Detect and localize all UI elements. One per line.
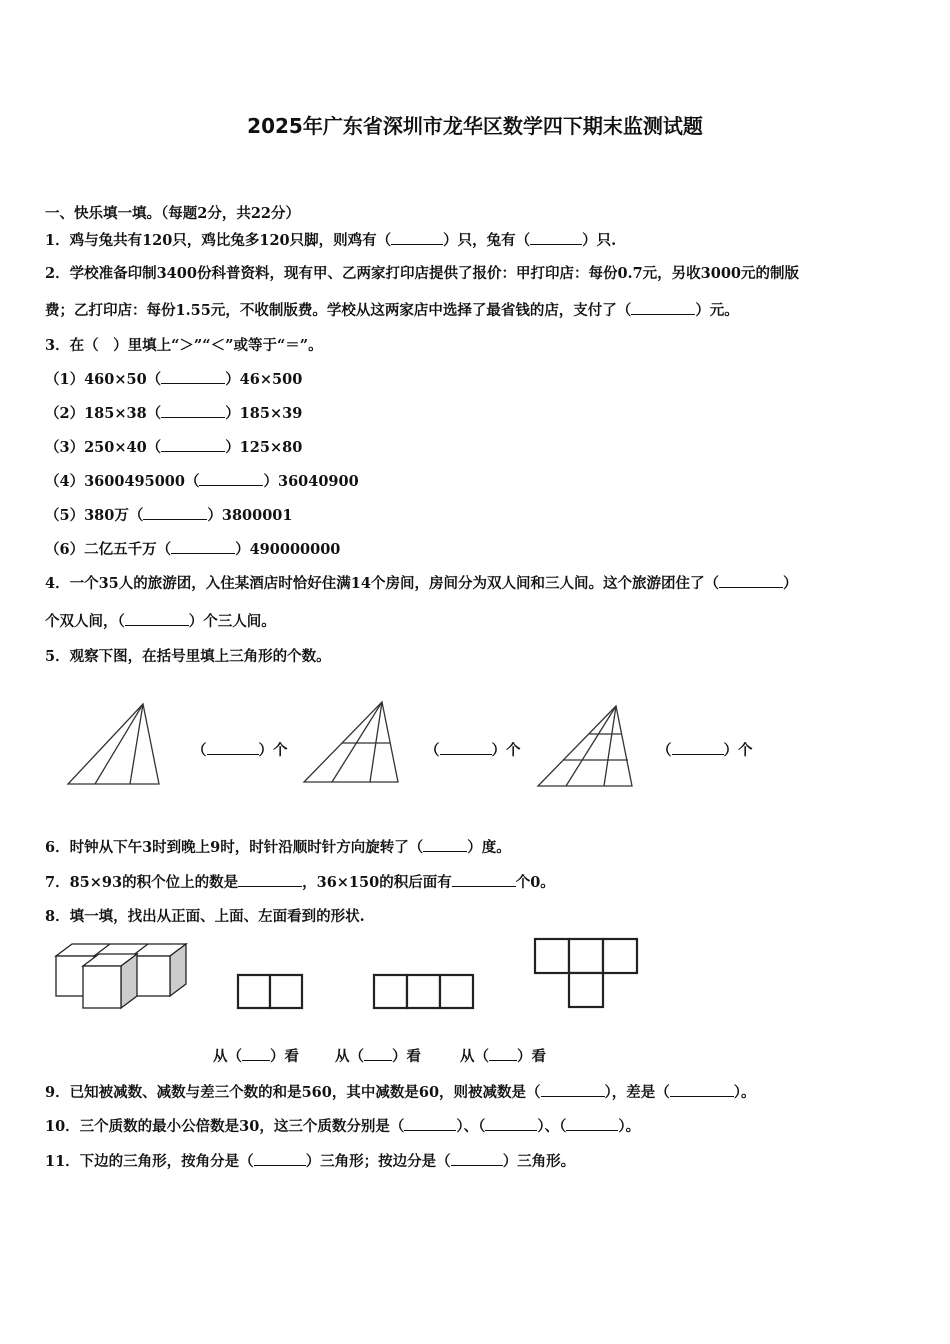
answer-blank[interactable] (489, 1048, 517, 1061)
triangle-count-1: （ ）个 (192, 742, 288, 759)
view-shape-a (236, 972, 306, 1012)
view-label-1: 从（ ）看 (213, 1048, 299, 1065)
answer-blank[interactable] (161, 439, 225, 452)
view-shape-b (372, 972, 476, 1012)
question-7: 7．85×93的积个位上的数是 ，36×150的积后面有 个0。 (45, 874, 555, 891)
answer-blank[interactable] (451, 1153, 503, 1166)
answer-blank[interactable] (161, 371, 225, 384)
question-8-stem: 8．填一填，找出从正面、上面、左面看到的形状. (45, 908, 365, 925)
view-shape-c (533, 936, 643, 1012)
answer-blank[interactable] (199, 473, 263, 486)
view-label-3: 从（ ）看 (460, 1048, 546, 1065)
answer-blank[interactable] (485, 1118, 537, 1131)
question-2-line-2: 费；乙打印店：每份1.55元，不收制版费。学校从这两家店中选择了最省钱的店，支付了（ ）元。 (45, 302, 739, 319)
answer-blank[interactable] (440, 742, 492, 755)
question-5-stem: 5．观察下图，在括号里填上三角形的个数。 (45, 648, 331, 665)
question-4-line-2: 个双人间，（ ）个三人间。 (45, 613, 276, 630)
question-9: 9．已知被减数、减数与差三个数的和是560，其中减数是60，则被减数是（ ），差是（ ）。 (45, 1084, 756, 1101)
triangle-figure-3 (532, 700, 642, 792)
answer-blank[interactable] (672, 742, 724, 755)
question-3-item: （5）380万（ ）3800001 (45, 507, 293, 524)
triangle-figure-1 (60, 698, 170, 790)
answer-blank[interactable] (125, 613, 189, 626)
question-10: 10．三个质数的最小公倍数是30，这三个质数分别是（ ）、（ ）、（ ）。 (45, 1118, 641, 1135)
view-label-2: 从（ ）看 (335, 1048, 421, 1065)
answer-blank[interactable] (364, 1048, 392, 1061)
question-3-item: （4）3600495000（ ）36040900 (45, 473, 359, 490)
answer-blank[interactable] (242, 1048, 270, 1061)
answer-blank[interactable] (423, 839, 467, 852)
answer-blank[interactable] (391, 232, 443, 245)
answer-blank[interactable] (254, 1153, 306, 1166)
answer-blank[interactable] (670, 1084, 734, 1097)
question-3-item: （6）二亿五千万（ ）490000000 (45, 541, 341, 558)
page-title: 2025年广东省深圳市龙华区数学四下期末监测试题 (247, 114, 703, 138)
answer-blank[interactable] (566, 1118, 618, 1131)
cube-arrangement-figure (52, 940, 192, 1012)
answer-blank[interactable] (541, 1084, 605, 1097)
question-11: 11．下边的三角形，按角分是（ ）三角形；按边分是（ ）三角形。 (45, 1153, 576, 1170)
question-3-stem: 3．在（ ）里填上“＞”“＜”或等于“＝”。 (45, 337, 323, 354)
answer-blank[interactable] (631, 302, 695, 315)
answer-blank[interactable] (143, 507, 207, 520)
answer-blank[interactable] (719, 575, 783, 588)
answer-blank[interactable] (161, 405, 225, 418)
triangle-figure-2 (298, 696, 408, 788)
question-6: 6．时钟从下午3时到晚上9时，时针沿顺时针方向旋转了（ ）度。 (45, 839, 511, 856)
answer-blank[interactable] (452, 874, 516, 887)
answer-blank[interactable] (238, 874, 302, 887)
question-3-item: （1）460×50（ ）46×500 (45, 371, 303, 388)
question-1: 1．鸡与兔共有120只，鸡比兔多120只脚，则鸡有（ ）只，兔有（ ）只. (45, 232, 617, 249)
question-4-line-1: 4．一个35人的旅游团，入住某酒店时恰好住满14个房间，房间分为双人间和三人间。这个旅游团住了（ ） (45, 575, 798, 592)
triangle-count-2: （ ）个 (425, 742, 521, 759)
answer-blank[interactable] (530, 232, 582, 245)
question-3-item: （3）250×40（ ）125×80 (45, 439, 303, 456)
question-2-line-1: 2．学校准备印制3400份科普资料，现有甲、乙两家打印店提供了报价：甲打印店：每份0.7元，另收3000元的制版 (45, 265, 800, 282)
answer-blank[interactable] (171, 541, 235, 554)
answer-blank[interactable] (207, 742, 259, 755)
section-heading: 一、快乐填一填。（每题2分，共22分） (45, 205, 301, 222)
triangle-count-3: （ ）个 (657, 742, 753, 759)
question-3-item: （2）185×38（ ）185×39 (45, 405, 303, 422)
answer-blank[interactable] (404, 1118, 456, 1131)
